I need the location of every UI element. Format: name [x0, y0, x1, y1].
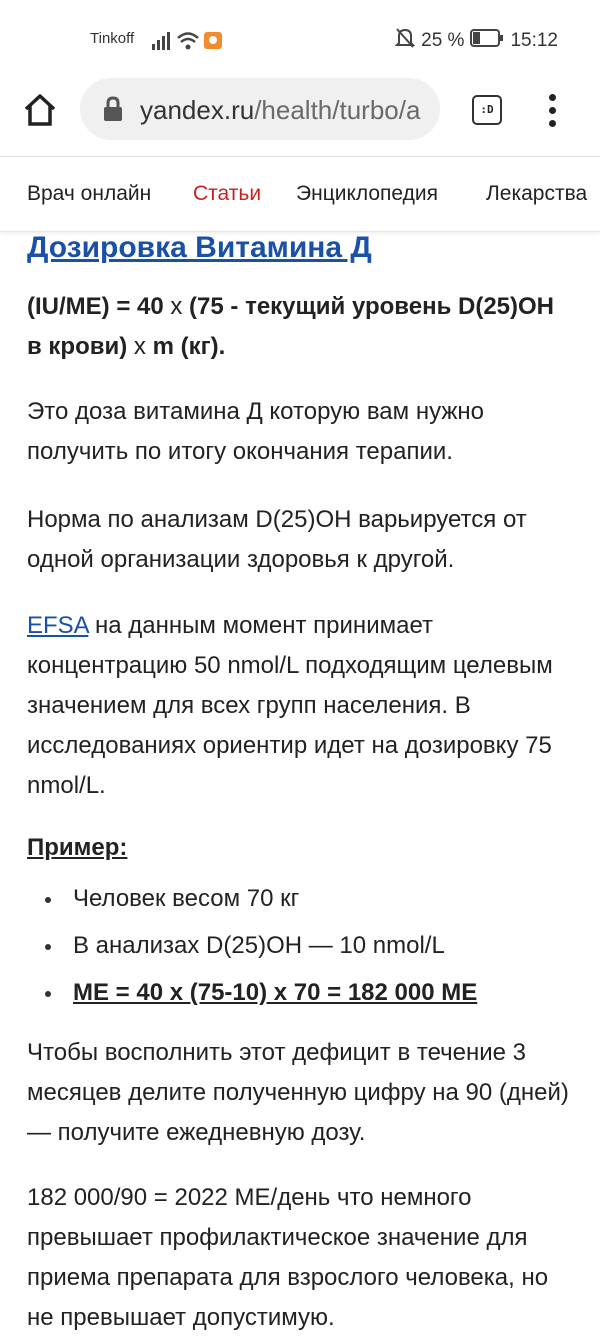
paragraph-dose-text: Это доза витамина Д которую вам нужно получить по итогу окончания терапии. [27, 398, 484, 465]
url-text [140, 95, 420, 126]
formula-part-1: (IU/ME) = 40 [27, 293, 164, 320]
paragraph-norm-text: Норма по анализам D(25)OH варьируется от одной организации здоровья к другой. [27, 506, 527, 573]
bullet-dot [45, 991, 51, 997]
nav-item-medicines[interactable]: Лекарства [486, 182, 588, 205]
example-list [27, 875, 572, 1016]
home-icon[interactable] [22, 92, 58, 133]
status-right [395, 27, 558, 55]
signal-wifi-icons [150, 28, 228, 57]
url-path: /health/turbo/a [254, 95, 421, 125]
lock-icon [102, 96, 124, 127]
browser-toolbar [0, 78, 600, 156]
carrier-name: Tinkoff [90, 30, 135, 47]
list-item: В анализах D(25)OH — 10 nmol/L [27, 922, 572, 969]
nav-item-doctor-online[interactable]: Врач онлайн [27, 182, 152, 205]
efsa-link[interactable]: EFSA [27, 612, 89, 639]
paragraph-daily-text: 182 000/90 = 2022 МЕ/день что немного превышает профилактическое значение для приема препарата для взрослого человека, но не превышает допустимую. [27, 1184, 549, 1331]
dosage-formula [27, 287, 572, 367]
nav-item-articles[interactable]: Статьи [193, 182, 262, 205]
paragraph-deficit-text: Чтобы восполнить этот дефицит в течение 3 месяцев делите полученную цифру на 90 (дней) — получите ежедневную дозу. [27, 1039, 569, 1146]
bullet-dot [45, 944, 51, 950]
nav-item-encyclopedia[interactable]: Энциклопедия [296, 182, 438, 205]
paragraph-efsa-text: на данным момент принимает концентрацию 50 nmol/L подходящим целевым значением для всех групп населения. В исследованиях ориентир идет на дозировку 75 nmol/L. [27, 612, 553, 799]
formula-times-1: x [163, 293, 190, 320]
formula-times-2: x [127, 333, 153, 360]
list-item: Человек весом 70 кг [27, 875, 572, 922]
bullet-dot [45, 897, 51, 903]
battery-percent: 25 % [421, 30, 465, 51]
example-heading [27, 834, 572, 862]
url-domain: yandex.ru [140, 95, 255, 125]
status-bar [0, 0, 600, 78]
clock: 15:12 [510, 30, 558, 51]
more-menu-icon[interactable] [540, 94, 566, 128]
paragraph-daily [27, 1178, 572, 1338]
formula-part-2: (75 - текущий уровень D(25)OH в крови) [27, 293, 555, 360]
paragraph-deficit [27, 1033, 572, 1153]
paragraph-norm [27, 500, 572, 580]
list-item: ME = 40 x (75-10) x 70 = 182 000 МЕ [27, 969, 572, 1016]
tabs-button[interactable]: :D [472, 95, 502, 125]
mute-icon [395, 27, 415, 55]
example-title: Пример: [27, 834, 128, 861]
formula-part-3: m (кг). [152, 333, 226, 360]
paragraph-efsa [27, 606, 572, 806]
battery-icon [470, 29, 504, 53]
site-nav [0, 156, 600, 232]
address-bar[interactable] [80, 78, 440, 140]
article-title[interactable]: Дозировка Витамина Д [27, 231, 372, 264]
paragraph-dose [27, 392, 572, 472]
